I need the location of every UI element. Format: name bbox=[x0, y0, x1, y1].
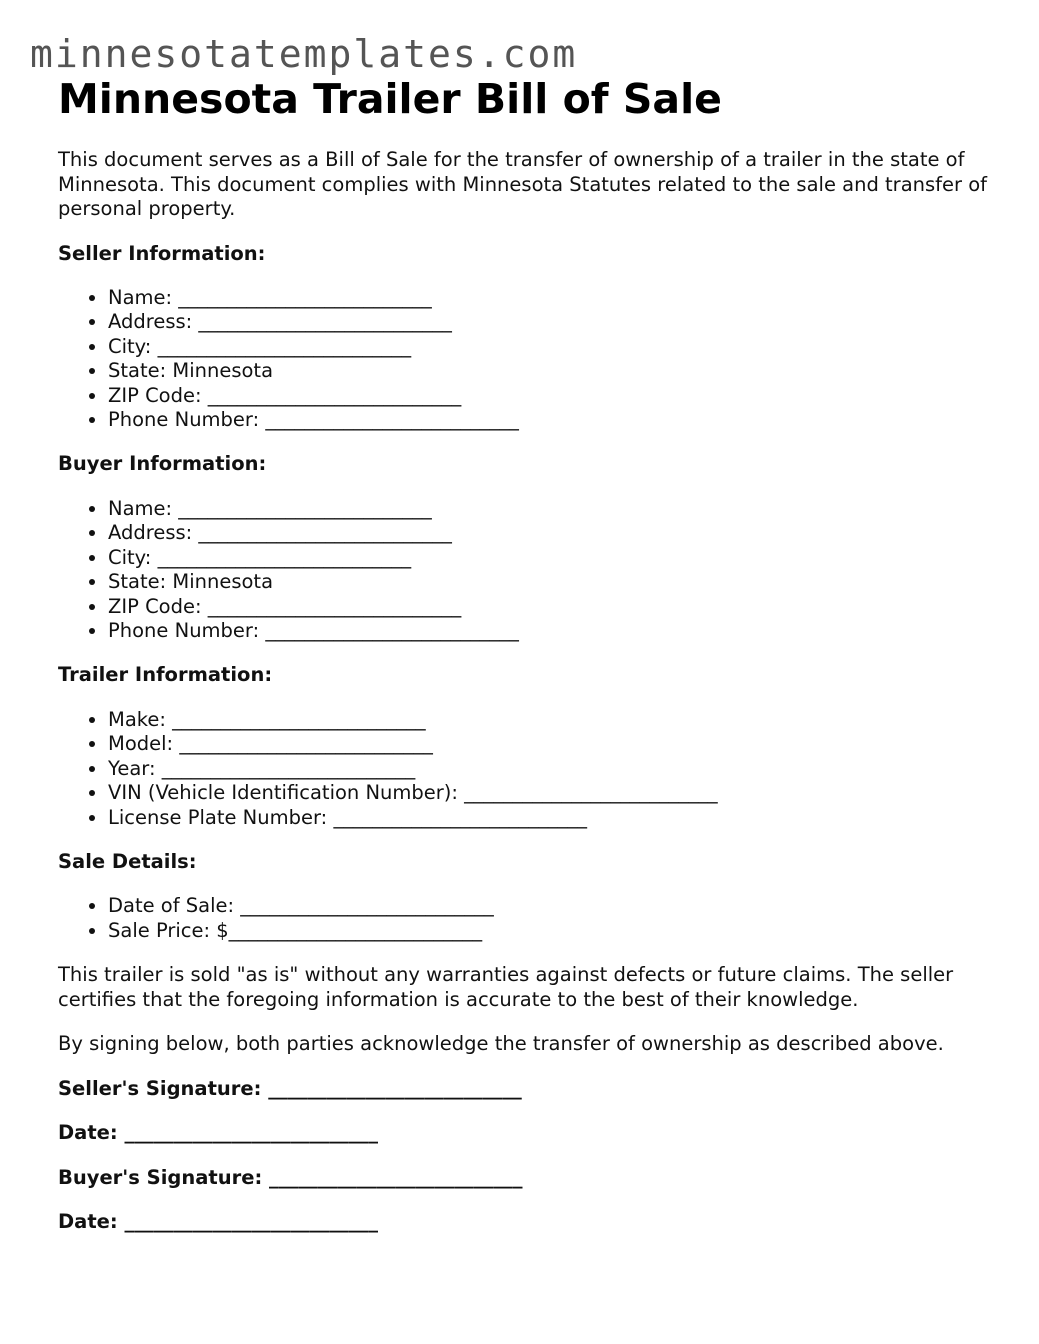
buyer-section-heading: Buyer Information: bbox=[58, 452, 267, 476]
seller-date-line: Date: __________________________ bbox=[58, 1121, 378, 1145]
buyer-city-field: • City: __________________________ bbox=[108, 546, 998, 570]
sale-date-field: • Date of Sale: __________________________ bbox=[108, 894, 998, 918]
trailer-vin-field: • VIN (Vehicle Identification Number): __________________________ bbox=[108, 781, 998, 805]
site-watermark: minnesotatemplates.com bbox=[30, 32, 578, 76]
trailer-year-field: • Year: __________________________ bbox=[108, 757, 998, 781]
seller-name-field: • Name: __________________________ bbox=[108, 286, 998, 310]
trailer-section-heading: Trailer Information: bbox=[58, 663, 273, 687]
intro-paragraph: This document serves as a Bill of Sale for the transfer of ownership of a trailer in the state of Minnesota. This document complies with Minnesota Statutes related to the sale and transfer of personal property. bbox=[58, 148, 988, 220]
sale-fields-list bbox=[58, 894, 998, 943]
buyer-phone-field: • Phone Number: __________________________ bbox=[108, 619, 998, 643]
seller-state-field: • State: Minnesota bbox=[108, 359, 998, 383]
trailer-plate-field: • License Plate Number: __________________________ bbox=[108, 806, 998, 830]
seller-city-field: • City: __________________________ bbox=[108, 335, 998, 359]
trailer-model-field: • Model: __________________________ bbox=[108, 732, 998, 756]
buyer-fields-list bbox=[58, 497, 998, 643]
buyer-name-field: • Name: __________________________ bbox=[108, 497, 998, 521]
buyer-address-field: • Address: __________________________ bbox=[108, 521, 998, 545]
buyer-state-field: • State: Minnesota bbox=[108, 570, 998, 594]
buyer-zip-field: • ZIP Code: __________________________ bbox=[108, 595, 998, 619]
document-title: Minnesota Trailer Bill of Sale bbox=[58, 75, 722, 123]
seller-address-field: • Address: __________________________ bbox=[108, 310, 998, 334]
sale-section-heading: Sale Details: bbox=[58, 849, 197, 873]
as-is-disclaimer: This trailer is sold "as is" without any warranties against defects or future claims. The seller certifies that the foregoing information is accurate to the best of their knowledge. bbox=[58, 963, 954, 1011]
seller-phone-field: • Phone Number: __________________________ bbox=[108, 408, 998, 432]
seller-fields-list bbox=[58, 286, 998, 432]
seller-section-heading: Seller Information: bbox=[58, 241, 266, 265]
acknowledgement-paragraph: By signing below, both parties acknowledge the transfer of ownership as described above. bbox=[58, 1032, 944, 1056]
buyer-signature-line: Buyer's Signature: __________________________ bbox=[58, 1165, 523, 1189]
sale-price-field: • Sale Price: $__________________________ bbox=[108, 919, 998, 943]
seller-signature-line: Seller's Signature: __________________________ bbox=[58, 1076, 522, 1100]
trailer-make-field: • Make: __________________________ bbox=[108, 708, 998, 732]
seller-zip-field: • ZIP Code: __________________________ bbox=[108, 384, 998, 408]
buyer-date-line: Date: __________________________ bbox=[58, 1210, 378, 1234]
trailer-fields-list bbox=[58, 708, 998, 830]
document-body bbox=[58, 72, 998, 1235]
